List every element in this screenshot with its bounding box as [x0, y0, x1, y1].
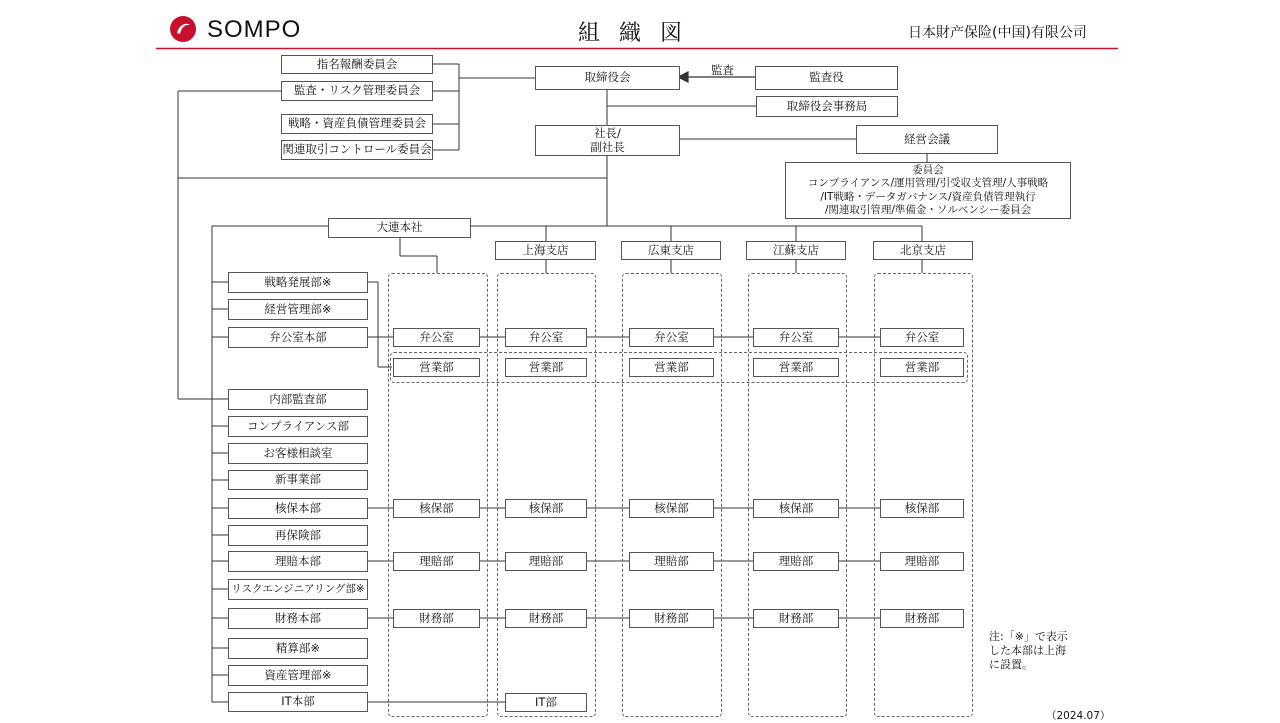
office-box-shanghai: 弁公室 — [505, 328, 587, 347]
committee-box-nomination: 指名報酬委員会 — [281, 55, 433, 74]
committee-list-line-3: /IT戦略・データガバナンス/資産負債管理執行 — [820, 190, 1036, 203]
company-name: 日本財产保险(中国)有限公司 — [908, 25, 1087, 41]
sales-box-guangdong: 営業部 — [629, 358, 714, 377]
hq-box: 大連本社 — [328, 218, 471, 238]
office-box-guangdong: 弁公室 — [629, 328, 714, 347]
dept-customer-consultation: お客様相談室 — [228, 443, 368, 464]
committee-list-line-1: 委員会 — [912, 164, 944, 177]
claims-box-hq: 理賠部 — [393, 552, 480, 571]
underwriting-box-shanghai: 核保部 — [505, 499, 587, 518]
audit-arrow-label: 監査 — [711, 63, 734, 77]
president-line-2: 副社長 — [590, 139, 625, 154]
office-box-jiangsu: 弁公室 — [753, 328, 839, 347]
committee-list-line-4: /関連取引管理/準備金・ソルベンシー委員会 — [824, 203, 1032, 216]
committee-list-line-2: コンプライアンス/運用管理/引受収支管理/人事戦略 — [807, 177, 1049, 190]
sales-box-beijing: 営業部 — [880, 358, 964, 377]
revision-date: （2024.07） — [1046, 710, 1111, 722]
dept-strategy: 戦略発展部※ — [228, 272, 368, 293]
board-office-box: 取締役会事務局 — [756, 96, 898, 117]
it-box-shanghai: IT部 — [505, 693, 587, 712]
branch-box-beijing: 北京支店 — [873, 241, 973, 260]
committee-box-strategy: 戦略・資産負債管理委員会 — [281, 114, 433, 134]
president-box — [535, 125, 680, 156]
branch-box-jiangsu: 江蘇支店 — [746, 241, 846, 260]
dept-internal-audit: 内部監査部 — [228, 389, 368, 410]
board-box: 取締役会 — [535, 66, 680, 90]
dept-office-hq: 弁公室本部 — [228, 327, 368, 348]
underwriting-box-guangdong: 核保部 — [629, 499, 714, 518]
dept-finance-hq: 財務本部 — [228, 608, 368, 629]
dept-it-hq: IT本部 — [228, 692, 368, 712]
claims-box-shanghai: 理賠部 — [505, 552, 587, 571]
note-line-2: した本部は上海 — [989, 644, 1066, 657]
claims-box-guangdong: 理賠部 — [629, 552, 714, 571]
dept-claims-hq: 理賠本部 — [228, 551, 368, 572]
finance-box-beijing: 財務部 — [880, 609, 964, 628]
committee-box-audit-risk: 監査・リスク管理委員会 — [281, 81, 433, 101]
finance-box-hq: 財務部 — [393, 609, 480, 628]
underwriting-box-jiangsu: 核保部 — [753, 499, 839, 518]
page-title: 組 織 図 — [578, 21, 688, 46]
dept-underwriting-hq: 核保本部 — [228, 498, 368, 519]
sales-box-jiangsu: 営業部 — [753, 358, 839, 377]
finance-box-guangdong: 財務部 — [629, 609, 714, 628]
finance-box-jiangsu: 財務部 — [753, 609, 839, 628]
underwriting-box-hq: 核保部 — [393, 499, 480, 518]
committee-list-box — [785, 162, 1071, 219]
dept-compliance: コンプライアンス部 — [228, 416, 368, 437]
dept-risk-engineering: リスクエンジニアリング部※ — [228, 579, 368, 600]
note-line-1: 注:「※」で表示 — [989, 630, 1068, 643]
president-line-1: 社長/ — [594, 126, 621, 141]
dept-management: 経営管理部※ — [228, 299, 368, 320]
finance-box-shanghai: 財務部 — [505, 609, 587, 628]
logo-text: SOMPO — [207, 16, 302, 43]
claims-box-beijing: 理賠部 — [880, 552, 964, 571]
sales-box-hq: 営業部 — [393, 358, 480, 377]
office-box-beijing: 弁公室 — [880, 328, 964, 347]
dept-new-business: 新事業部 — [228, 470, 368, 490]
auditor-box: 監査役 — [755, 66, 898, 90]
dept-reinsurance: 再保険部 — [228, 525, 368, 546]
branch-box-guangdong: 広東支店 — [621, 241, 721, 260]
dept-asset-management: 資産管理部※ — [228, 665, 368, 686]
sales-box-shanghai: 営業部 — [505, 358, 587, 377]
committee-box-related-party: 関連取引コントロール委員会 — [281, 140, 433, 160]
branch-box-shanghai: 上海支店 — [495, 241, 596, 260]
claims-box-jiangsu: 理賠部 — [753, 552, 839, 571]
management-meeting-box: 経営会議 — [856, 125, 998, 154]
note-line-3: に設置。 — [989, 658, 1033, 671]
office-box-hq: 弁公室 — [393, 328, 480, 347]
dept-actuarial: 精算部※ — [228, 638, 368, 659]
underwriting-box-beijing: 核保部 — [880, 499, 964, 518]
sompo-logo-icon — [168, 14, 198, 44]
